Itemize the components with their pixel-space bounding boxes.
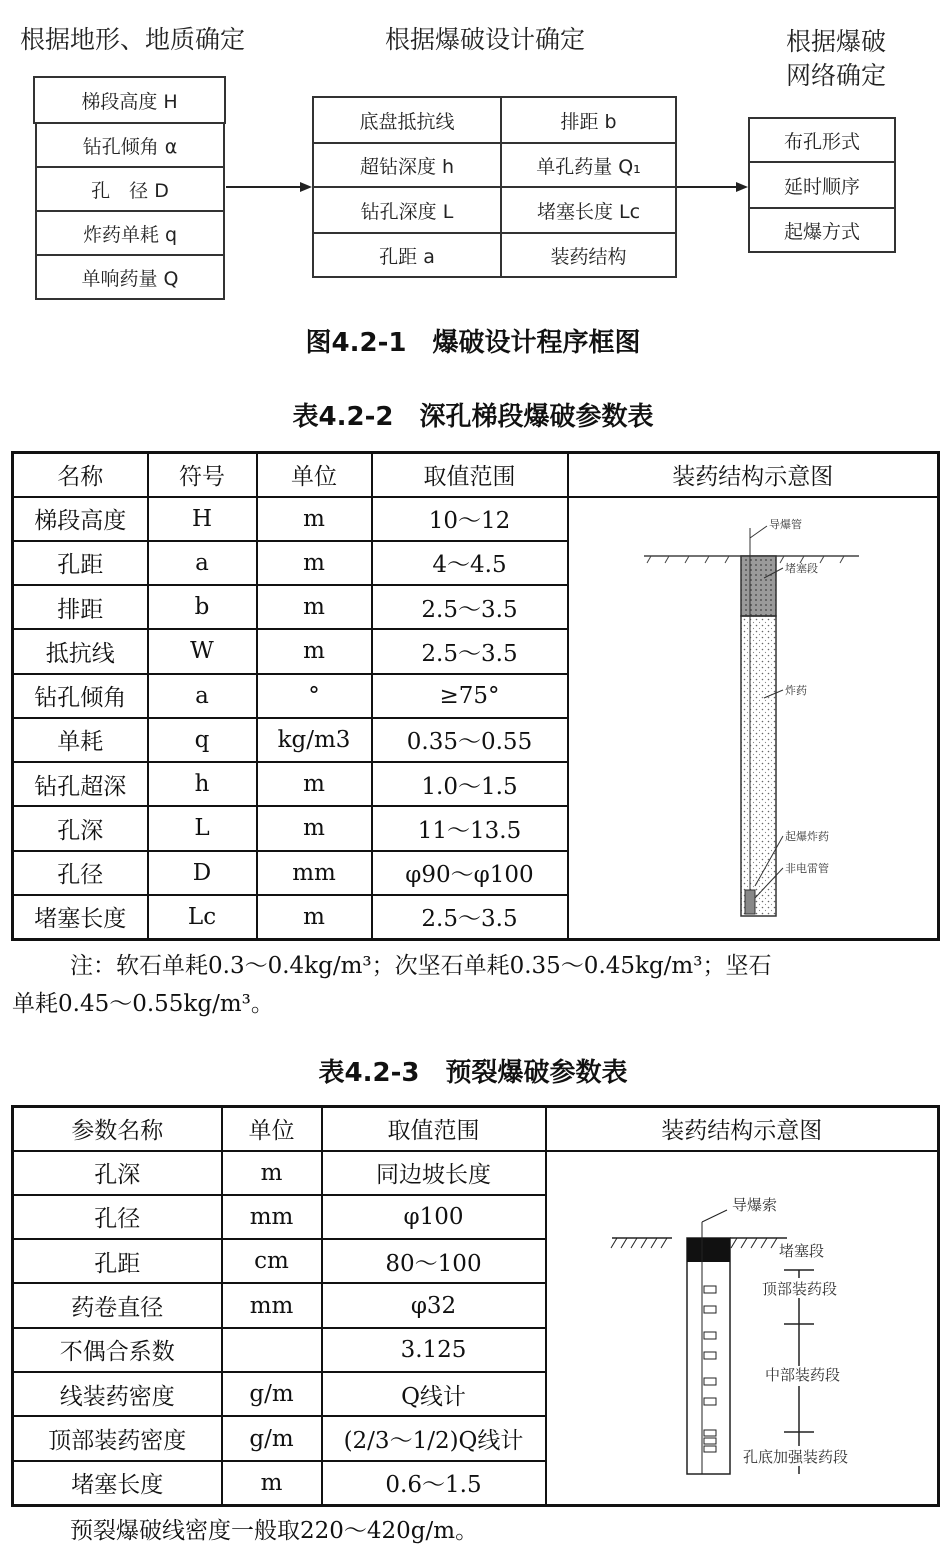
table2-header: 单位 — [222, 1107, 322, 1151]
table-cell: 4～4.5 — [372, 541, 568, 585]
table1-header: 装药结构示意图 — [568, 453, 939, 497]
table-cell: φ90～φ100 — [372, 851, 568, 895]
table1-header: 符号 — [148, 453, 257, 497]
table-cell: b — [148, 585, 257, 629]
table-cell: Lc — [148, 895, 257, 939]
diagram-label-detonator: 非电雷管 — [784, 861, 829, 875]
table-cell: m — [257, 541, 372, 585]
table-cell: 梯段高度 — [13, 497, 148, 541]
table-cell: 药卷直径 — [13, 1283, 222, 1327]
table-cell: (2/3～1/2)Q线计 — [322, 1416, 546, 1460]
flow-box-charge-per-hole: 单孔药量 Q₁ — [500, 142, 677, 188]
table-row — [13, 497, 939, 541]
table-cell: ≥75° — [372, 674, 568, 718]
flow-box-powder-factor: 炸药单耗 q — [35, 210, 225, 256]
table-cell: 0.35～0.55 — [372, 718, 568, 762]
flow-box-charge-per-delay: 单响药量 Q — [35, 254, 225, 300]
table-cell: m — [257, 806, 372, 850]
table-cell: ° — [257, 674, 372, 718]
table1 — [11, 451, 940, 941]
table-cell: m — [257, 585, 372, 629]
table-cell: m — [257, 497, 372, 541]
flow-arrows — [0, 0, 946, 310]
table-cell: 孔径 — [13, 1195, 222, 1239]
flow-box-hole-diameter: 孔 径 D — [35, 166, 225, 212]
table-cell: 10～12 — [372, 497, 568, 541]
flow-header-1: 根据地形、地质确定 — [20, 25, 246, 54]
table-cell: m — [222, 1151, 322, 1195]
table-cell: 线装药密度 — [13, 1372, 222, 1416]
flow-box-initiation-method: 起爆方式 — [748, 207, 896, 253]
table-cell: 11～13.5 — [372, 806, 568, 850]
diagram-label-detonating-cord: 导爆索 — [731, 1195, 777, 1214]
table1-header: 单位 — [257, 453, 372, 497]
diagram-label-top-charge: 顶部装药段 — [761, 1279, 837, 1298]
table-cell: h — [148, 762, 257, 806]
table2-header: 装药结构示意图 — [546, 1107, 939, 1151]
table-cell: 排距 — [13, 585, 148, 629]
flow-header-3a: 根据爆破 — [786, 27, 887, 56]
table-cell: D — [148, 851, 257, 895]
flow-box-hole-depth: 钻孔深度 L — [312, 186, 502, 234]
table-cell: m — [257, 895, 372, 939]
table-cell: 不偶合系数 — [13, 1328, 222, 1372]
flow-box-stemming: 堵塞长度 Lc — [500, 186, 677, 234]
diagram-label-bottom-charge: 孔底加强装药段 — [742, 1447, 848, 1466]
flow-box-drill-angle: 钻孔倾角 α — [35, 122, 225, 168]
table-cell: 孔径 — [13, 851, 148, 895]
table-cell: 80～100 — [322, 1239, 546, 1283]
table-cell: 抵抗线 — [13, 629, 148, 673]
flow-box-charge-structure: 装药结构 — [500, 232, 677, 278]
table-cell: mm — [257, 851, 372, 895]
diagram-label-detonating-tube: 导爆管 — [768, 517, 802, 531]
table-cell: 孔深 — [13, 1151, 222, 1195]
presplit-charge-diagram — [547, 1152, 939, 1504]
flow-box-hole-pattern: 布孔形式 — [748, 117, 896, 163]
diagram-label-primer: 起爆炸药 — [784, 829, 829, 843]
table-cell: cm — [222, 1239, 322, 1283]
flow-box-subdrill: 超钻深度 h — [312, 142, 502, 188]
table-cell: m — [257, 762, 372, 806]
table2-header: 取值范围 — [322, 1107, 546, 1151]
table-cell: 单耗 — [13, 718, 148, 762]
figure-caption: 图4.2-1 爆破设计程序框图 — [305, 328, 641, 358]
table2-header-row — [13, 1107, 939, 1151]
flow-box-spacing: 孔距 a — [312, 232, 502, 278]
table-cell: 3.125 — [322, 1328, 546, 1372]
flow-header-3b: 网络确定 — [786, 61, 887, 90]
table-cell: φ100 — [322, 1195, 546, 1239]
table-cell: 孔距 — [13, 541, 148, 585]
table-cell: mm — [222, 1195, 322, 1239]
table-cell: φ32 — [322, 1283, 546, 1327]
diagram-label-stemming: 堵塞段 — [778, 1241, 824, 1260]
table-cell: 钻孔倾角 — [13, 674, 148, 718]
flow-box-toe-burden: 底盘抵抗线 — [312, 96, 502, 144]
table-cell: g/m — [222, 1416, 322, 1460]
table-cell: 堵塞长度 — [13, 895, 148, 939]
flow-header-2: 根据爆破设计确定 — [385, 25, 586, 54]
table2-header: 参数名称 — [13, 1107, 222, 1151]
diagram-label-explosive: 炸药 — [784, 683, 807, 697]
flow-box-step-height: 梯段高度 H — [33, 76, 226, 124]
table-row — [13, 1151, 939, 1195]
table1-note-line2: 单耗0.45～0.55kg/m³。 — [12, 991, 274, 1017]
flow-box-burden: 排距 b — [500, 96, 677, 144]
table-cell: mm — [222, 1283, 322, 1327]
table-cell: 0.6～1.5 — [322, 1461, 546, 1505]
table-cell: q — [148, 718, 257, 762]
table-cell: 1.0～1.5 — [372, 762, 568, 806]
table-cell: m — [257, 629, 372, 673]
table-cell: Q线计 — [322, 1372, 546, 1416]
deep-hole-charge-diagram — [569, 498, 939, 938]
table-cell: 堵塞长度 — [13, 1461, 222, 1505]
table-cell: 同边坡长度 — [322, 1151, 546, 1195]
table-cell: 2.5～3.5 — [372, 585, 568, 629]
table1-note-line1: 注：软石单耗0.3～0.4kg/m³；次坚石单耗0.35～0.45kg/m³；坚石 — [70, 953, 772, 979]
table-cell — [222, 1328, 322, 1372]
table-cell: kg/m3 — [257, 718, 372, 762]
table-cell: L — [148, 806, 257, 850]
table-cell: a — [148, 541, 257, 585]
table1-diagram-cell — [568, 497, 939, 940]
table1-header: 取值范围 — [372, 453, 568, 497]
flow-box-delay-sequence: 延时顺序 — [748, 161, 896, 209]
table-cell: 钻孔超深 — [13, 762, 148, 806]
table2-caption: 表4.2-3 预裂爆破参数表 — [318, 1058, 628, 1088]
table2 — [11, 1105, 940, 1507]
table-cell: 孔深 — [13, 806, 148, 850]
table-cell: W — [148, 629, 257, 673]
table-cell: g/m — [222, 1372, 322, 1416]
table-cell: 2.5～3.5 — [372, 629, 568, 673]
table2-note: 预裂爆破线密度一般取220～420g/m。 — [70, 1518, 479, 1544]
table-cell: H — [148, 497, 257, 541]
table2-diagram-cell — [546, 1151, 939, 1506]
diagram-label-stemming: 堵塞段 — [784, 561, 818, 575]
diagram-label-middle-charge: 中部装药段 — [764, 1365, 840, 1384]
table-cell: a — [148, 674, 257, 718]
table1-header: 名称 — [13, 453, 148, 497]
table-cell: 孔距 — [13, 1239, 222, 1283]
table1-header-row — [13, 453, 939, 497]
table-cell: m — [222, 1461, 322, 1505]
table-cell: 2.5～3.5 — [372, 895, 568, 939]
table1-caption: 表4.2-2 深孔梯段爆破参数表 — [292, 402, 654, 432]
table-cell: 顶部装药密度 — [13, 1416, 222, 1460]
